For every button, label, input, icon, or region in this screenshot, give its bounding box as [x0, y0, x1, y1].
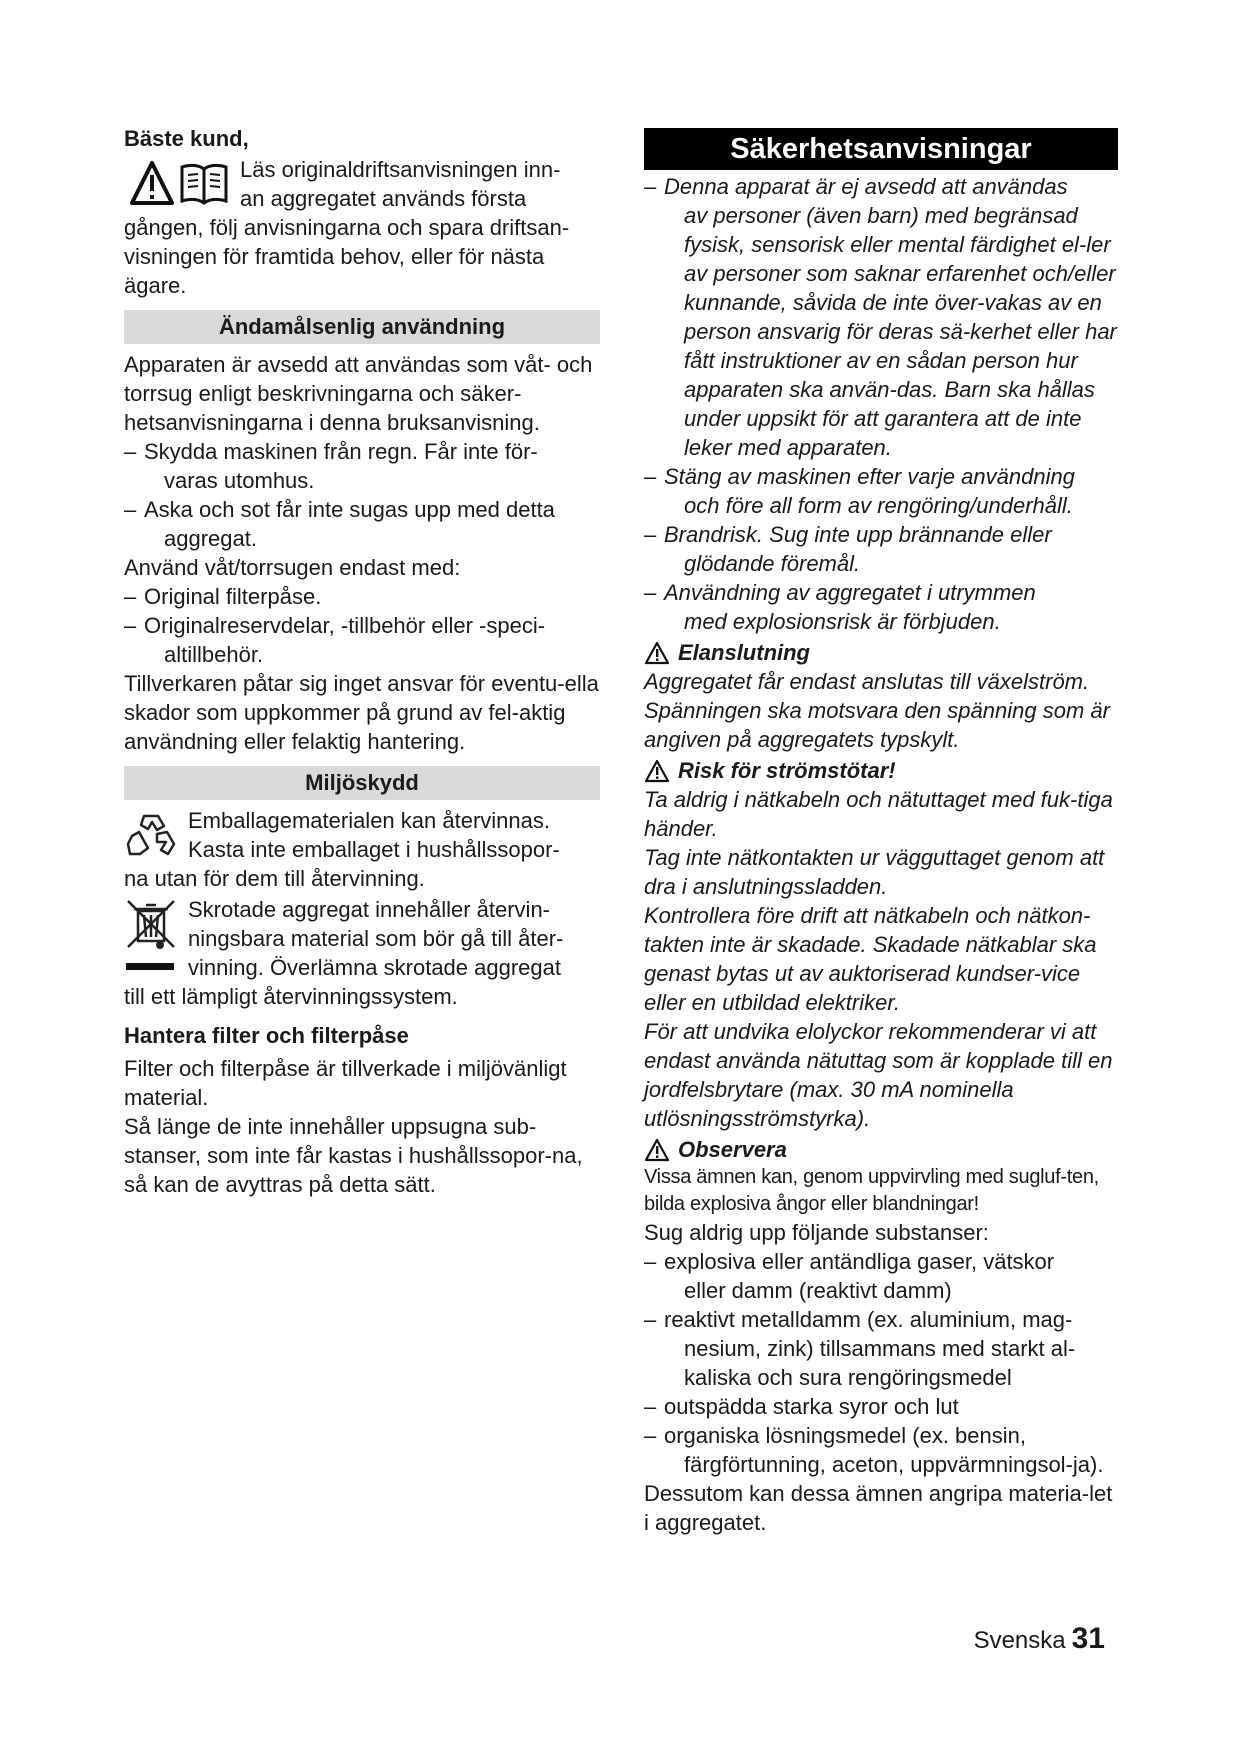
list-item: – explosiva eller antändliga gaser, vätskor eller damm (reaktivt damm): [644, 1249, 1055, 1303]
greeting: Bäste kund,: [124, 126, 249, 151]
risk-heading: Risk för strömstötar!: [644, 756, 1118, 785]
intended-use-para: Apparaten är avsedd att användas som våt- och torrsug enligt beskrivningarna och säker-hetsanvisningarna i denna bruksanvisning.: [124, 352, 593, 435]
list-item: – reaktivt metalldamm (ex. aluminium, mag- nesium, zink) tillsammans med starkt al-kaliska och sura rengöringsmedel: [644, 1307, 1076, 1390]
weee-line-2: ningsbara material som bör gå till åter-: [188, 926, 564, 951]
list-item: – Original filterpåse.: [124, 584, 322, 609]
list-item: – Originalreservdelar, -tillbehör eller -speci- altillbehör.: [124, 613, 546, 667]
page-number: 31: [1071, 1622, 1105, 1655]
list-item: – Stäng av maskinen efter varje användning och före all form av rengöring/underhåll.: [644, 464, 1075, 518]
footer-language: Svenska: [973, 1627, 1066, 1654]
observera-para-3: Dessutom kan dessa ämnen angripa materia-let i aggregatet.: [644, 1481, 1113, 1535]
weee-line-3: vinning. Överlämna skrotade aggregat: [188, 955, 561, 980]
list-item: – Brandrisk. Sug inte upp brännande eller glödande föremål.: [644, 522, 1052, 576]
list-item: – Aska och sot får inte sugas upp med detta aggregat.: [124, 497, 555, 551]
elanslutning-heading: Elanslutning: [644, 638, 1118, 667]
intro-block: [124, 155, 600, 213]
intro-line-2: an aggregatet används första: [240, 186, 527, 211]
intro-rest: gången, följ anvisningarna och spara driftsan-visningen för framtida behov, eller för nästa ägare.: [124, 215, 570, 298]
warning-manual-icon: [128, 159, 232, 207]
risk-para-4: För att undvika elolyckor rekommenderar vi att endast använda nätuttag som är kopplade till en jordfelsbrytare (max. 30 mA nominella utlösningsströmstyrka).: [644, 1019, 1113, 1131]
crossed-bin-icon: [124, 897, 178, 983]
list-item: – Skydda maskinen från regn. Får inte för- varas utomhus.: [124, 439, 538, 493]
list-item: – Användning av aggregatet i utrymmen med explosionsrisk är förbjuden.: [644, 580, 1036, 634]
observera-heading: Observera: [644, 1135, 1118, 1164]
observera-para-1: Vissa ämnen kan, genom uppvirvling med sugluf-ten, bilda explosiva ångor eller blandningar!: [644, 1166, 1099, 1215]
weee-block: [124, 895, 600, 982]
list-item: – Denna apparat är ej avsedd att användas av personer (även barn) med begränsad fysisk, sensorisk eller mental färdighet el-ler av personer som saknar erfarenhet och/eller kunnande, såvida de inte över-vakas av en person ansvarig för deras sä-kerhet eller har fått instruktioner av en sådan person hur apparaten ska använ-das. Barn ska hållas under uppsikt för att garantera att de inte leker med apparaten.: [644, 174, 1117, 460]
intro-line-1: Läs originaldriftsanvisningen inn-: [240, 157, 561, 182]
section-heading-environment: Miljöskydd: [124, 766, 600, 800]
list-item: – organiska lösningsmedel (ex. bensin, färgförtunning, aceton, uppvärmningsol-ja).: [644, 1423, 1104, 1477]
recycle-line-2: Kasta inte emballaget i hushållssopor-: [188, 837, 560, 862]
right-column: [644, 128, 1118, 1537]
warning-icon: [644, 759, 670, 783]
observera-para-2: Sug aldrig upp följande substanser:: [644, 1220, 989, 1245]
left-column: [124, 124, 600, 1199]
recycle-line-1: Emballagematerialen kan återvinnas.: [188, 808, 550, 833]
weee-line-1: Skrotade aggregat innehåller återvin-: [188, 897, 551, 922]
weee-rest: till ett lämpligt återvinningssystem.: [124, 984, 458, 1009]
section-heading-intended-use: Ändamålsenlig användning: [124, 310, 600, 344]
liability-para: Tillverkaren påtar sig inget ansvar för eventu-ella skador som uppkommer på grund av fel-aktig användning eller felaktig hantering.: [124, 671, 599, 754]
warning-icon: [644, 641, 670, 665]
elanslutning-para: Aggregatet får endast anslutas till växelström. Spänningen ska motsvara den spänning som är angiven på aggregatets typskylt.: [644, 669, 1110, 752]
filter-para-2: Så länge de inte innehåller uppsugna sub-stanser, som inte får kastas i hushållssopor-na, så kan de avyttras på detta sätt.: [124, 1114, 583, 1197]
filter-para-1: Filter och filterpåse är tillverkade i miljövänligt material.: [124, 1056, 567, 1110]
section-heading-filter: Hantera filter och filterpåse: [124, 1023, 409, 1048]
recycle-icon: [124, 808, 178, 862]
recycle-block: [124, 806, 600, 864]
warning-icon: [644, 1138, 670, 1162]
page-footer: [974, 1622, 1105, 1658]
risk-para-2: Tag inte nätkontakten ur vägguttaget genom att dra i anslutningssladden.: [644, 845, 1105, 899]
use-only-with: Använd våt/torrsugen endast med:: [124, 555, 461, 580]
recycle-rest: na utan för dem till återvinning.: [124, 866, 425, 891]
risk-para-3: Kontrollera före drift att nätkabeln och nätkon-takten inte är skadade. Skadade nätkablar ska genast bytas ut av auktoriserad kundser-vice eller en utbildad elektriker.: [644, 903, 1097, 1015]
safety-heading: Säkerhetsanvisningar: [644, 128, 1118, 170]
risk-para-1: Ta aldrig i nätkabeln och nätuttaget med fuk-tiga händer.: [644, 787, 1113, 841]
list-item: – outspädda starka syror och lut: [644, 1394, 959, 1419]
